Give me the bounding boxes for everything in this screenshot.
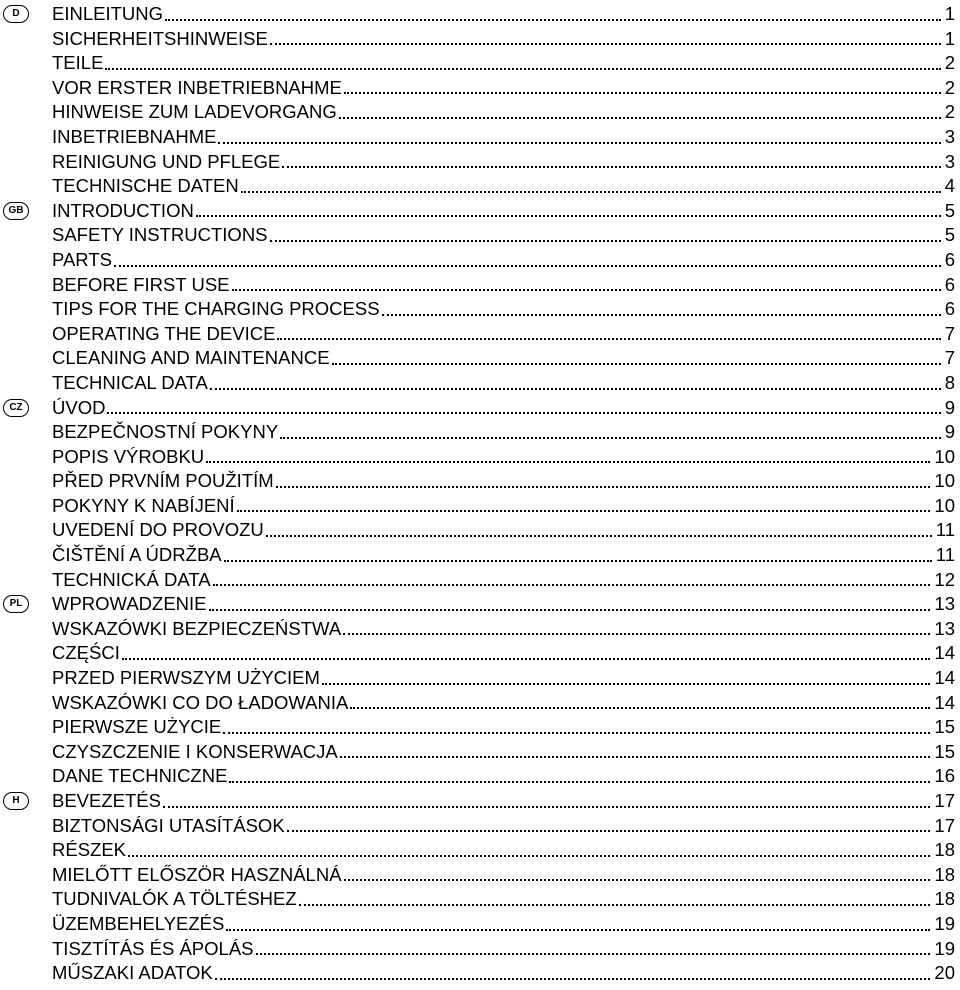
language-badge-icon: D <box>3 5 29 23</box>
toc-entry-page-number: 7 <box>944 322 955 344</box>
toc-entry-page-number: 13 <box>934 617 955 639</box>
toc-entry-page-number: 12 <box>934 568 955 590</box>
toc-entry-title: INBETRIEBNAHME <box>52 125 217 147</box>
toc-entry-title: BEZPEČNOSTNÍ POKYNY <box>52 421 279 443</box>
toc-entry-title: TISZTÍTÁS ÉS ÁPOLÁS <box>52 937 254 959</box>
toc-entry-title: TECHNICKÁ DATA <box>52 568 211 590</box>
toc-entry-page-number: 16 <box>934 765 955 787</box>
toc-section <box>0 789 960 986</box>
toc-entry[interactable] <box>52 223 955 248</box>
toc-entry-title: HINWEISE ZUM LADEVORGANG <box>52 101 337 123</box>
toc-entry[interactable] <box>52 912 955 937</box>
toc-entry-page-number: 18 <box>934 863 955 885</box>
toc-entry[interactable] <box>52 125 955 150</box>
toc-entry[interactable] <box>52 346 955 371</box>
toc-entry-title: INTRODUCTION <box>52 199 194 221</box>
toc-entry[interactable] <box>52 814 955 839</box>
toc-entry[interactable] <box>52 863 955 888</box>
toc-entry-title: WSKAZÓWKI CO DO ŁADOWANIA <box>52 691 349 713</box>
toc-entry[interactable] <box>52 248 955 273</box>
toc-entry-title: PŘED PRVNÍM POUŽITÍM <box>52 470 274 492</box>
toc-entry-title: SAFETY INSTRUCTIONS <box>52 224 268 246</box>
toc-entry-page-number: 6 <box>944 298 955 320</box>
toc-entry-page-number: 10 <box>934 445 955 467</box>
dot-leader <box>256 953 931 955</box>
toc-entry-page-number: 9 <box>944 421 955 443</box>
toc-entry-page-number: 14 <box>934 691 955 713</box>
toc-entry[interactable] <box>52 322 955 347</box>
toc-entry-title: VOR ERSTER INBETRIEBNAHME <box>52 76 342 98</box>
toc-entry-page-number: 5 <box>944 224 955 246</box>
toc-entry[interactable] <box>52 371 955 396</box>
dot-leader <box>241 191 941 193</box>
dot-leader <box>287 830 931 832</box>
dot-leader <box>344 92 941 94</box>
toc-entry[interactable] <box>52 469 955 494</box>
dot-leader <box>122 658 931 660</box>
toc-entry-page-number: 7 <box>944 347 955 369</box>
toc-entry-page-number: 13 <box>934 593 955 615</box>
dot-leader <box>229 781 930 783</box>
toc-entry[interactable] <box>52 494 955 519</box>
dot-leader <box>215 978 931 980</box>
toc-entry[interactable] <box>52 150 955 175</box>
toc-entry-page-number: 20 <box>934 962 955 984</box>
language-badge-icon: H <box>3 792 29 810</box>
toc-entry[interactable] <box>52 174 955 199</box>
toc-entry[interactable] <box>52 789 955 814</box>
toc-entry[interactable] <box>52 27 955 52</box>
toc-entry-title: CLEANING AND MAINTENANCE <box>52 347 330 369</box>
dot-leader <box>206 461 930 463</box>
dot-leader <box>322 683 930 685</box>
toc-entry[interactable] <box>52 937 955 962</box>
toc-entry-title: EINLEITUNG <box>52 3 164 24</box>
toc-entry[interactable] <box>52 273 955 298</box>
toc-entry[interactable] <box>52 617 955 642</box>
toc-entry-page-number: 19 <box>934 912 955 934</box>
toc-entry-title: PARTS <box>52 248 112 270</box>
toc-entry-page-number: 14 <box>934 667 955 689</box>
toc-entry[interactable] <box>52 838 955 863</box>
dot-leader <box>299 904 931 906</box>
toc-entry-title: CZYSZCZENIE I KONSERWACJA <box>52 740 338 762</box>
toc-entry-page-number: 10 <box>934 470 955 492</box>
toc-entry-title: CZĘŚCI <box>52 642 120 664</box>
toc-section <box>0 592 960 789</box>
toc-entry-page-number: 18 <box>934 888 955 910</box>
toc-entry-page-number: 2 <box>944 76 955 98</box>
toc-entry[interactable] <box>52 740 955 765</box>
toc-entry-page-number: 10 <box>934 494 955 516</box>
dot-leader <box>340 756 931 758</box>
toc-section <box>0 199 960 396</box>
toc-entry-title: TECHNISCHE DATEN <box>52 175 239 197</box>
toc-entry[interactable] <box>52 961 955 986</box>
dot-leader <box>266 535 932 537</box>
dot-leader <box>270 240 941 242</box>
toc-entry-page-number: 3 <box>944 125 955 147</box>
toc-entry-title: UVEDENÍ DO PROVOZU <box>52 519 264 541</box>
toc-entry-title: REINIGUNG UND PFLEGE <box>52 150 281 172</box>
toc-entry-page-number: 3 <box>944 150 955 172</box>
toc-entry-page-number: 5 <box>944 199 955 221</box>
toc-entry-page-number: 6 <box>944 248 955 270</box>
toc-entry[interactable] <box>52 420 955 445</box>
toc-entry-title: ÚVOD <box>52 396 106 418</box>
language-badge-icon: CZ <box>3 399 29 417</box>
toc-entry[interactable] <box>52 51 955 76</box>
toc-entry[interactable] <box>52 445 955 470</box>
toc-entry-title: POKYNY K NABÍJENÍ <box>52 494 235 516</box>
toc-entry[interactable] <box>52 666 955 691</box>
toc-entry-page-number: 17 <box>934 790 955 811</box>
toc-section <box>0 2 960 199</box>
toc-entry-page-number: 9 <box>944 396 955 418</box>
toc-entry[interactable] <box>52 543 955 568</box>
toc-entry-page-number: 11 <box>935 519 955 541</box>
toc-entry-title: BEFORE FIRST USE <box>52 273 230 295</box>
table-of-contents <box>0 2 960 986</box>
toc-entry[interactable] <box>52 764 955 789</box>
toc-entry-title: PIERWSZE UŻYCIE <box>52 716 222 738</box>
dot-leader <box>277 338 940 340</box>
dot-leader <box>332 363 941 365</box>
dot-leader <box>237 510 931 512</box>
toc-entry-title: BIZTONSÁGI UTASÍTÁSOK <box>52 814 285 836</box>
toc-entry-page-number: 19 <box>934 937 955 959</box>
toc-entry-page-number: 11 <box>935 544 955 566</box>
dot-leader <box>226 929 930 931</box>
toc-entry[interactable] <box>52 592 955 617</box>
toc-entry-title: WSKAZÓWKI BEZPIECZEŃSTWA <box>52 617 342 639</box>
toc-entry[interactable] <box>52 76 955 101</box>
dot-leader <box>210 388 941 390</box>
toc-entry-page-number: 1 <box>944 27 955 49</box>
toc-section <box>0 396 960 593</box>
toc-entry-page-number: 14 <box>934 642 955 664</box>
toc-entry-title: SICHERHEITSHINWEISE <box>52 27 268 49</box>
dot-leader <box>232 289 941 291</box>
dot-leader <box>270 43 941 45</box>
toc-entry-page-number: 2 <box>944 101 955 123</box>
dot-leader <box>165 19 941 21</box>
toc-entry-title: TIPS FOR THE CHARGING PROCESS <box>52 298 380 320</box>
toc-entry-title: POPIS VÝROBKU <box>52 445 205 467</box>
toc-entry-page-number: 4 <box>944 175 955 197</box>
toc-entry-title: WPROWADZENIE <box>52 593 207 615</box>
toc-entry-page-number: 17 <box>934 814 955 836</box>
dot-leader <box>213 584 931 586</box>
dot-leader <box>282 166 941 168</box>
toc-entry[interactable] <box>52 100 955 125</box>
toc-entry-title: ÜZEMBEHELYEZÉS <box>52 912 225 934</box>
toc-entry-title: TUDNIVALÓK A TÖLTÉSHEZ <box>52 888 297 910</box>
dot-leader <box>339 117 941 119</box>
dot-leader <box>209 609 931 611</box>
toc-entry-page-number: 15 <box>934 740 955 762</box>
dot-leader <box>218 142 940 144</box>
dot-leader <box>114 265 941 267</box>
dot-leader <box>196 215 941 217</box>
toc-entry-title: MIELŐTT ELŐSZÖR HASZNÁLNÁ <box>52 863 342 885</box>
dot-leader <box>223 732 930 734</box>
dot-leader <box>344 879 931 881</box>
toc-entry[interactable] <box>52 199 955 224</box>
language-badge-icon: PL <box>3 595 29 613</box>
language-badge-icon: GB <box>3 202 29 220</box>
dot-leader <box>128 855 930 857</box>
dot-leader <box>105 68 940 70</box>
toc-entry-title: ČIŠTĚNÍ A ÚDRŽBA <box>52 544 222 566</box>
toc-entry-title: DANE TECHNICZNE <box>52 765 228 787</box>
toc-entry[interactable] <box>52 715 955 740</box>
toc-entry-page-number: 1 <box>944 3 955 24</box>
toc-entry[interactable] <box>52 568 955 593</box>
toc-entry-page-number: 18 <box>934 839 955 861</box>
dot-leader <box>343 633 930 635</box>
dot-leader <box>280 437 941 439</box>
toc-entry-title: TEILE <box>52 52 104 74</box>
toc-entry-title: OPERATING THE DEVICE <box>52 322 276 344</box>
toc-entry-page-number: 15 <box>934 716 955 738</box>
dot-leader <box>224 560 932 562</box>
toc-entry[interactable] <box>52 518 955 543</box>
toc-entry[interactable] <box>52 641 955 666</box>
toc-entry[interactable] <box>52 297 955 322</box>
toc-entry[interactable] <box>52 887 955 912</box>
dot-leader <box>350 707 930 709</box>
toc-entry[interactable] <box>52 396 955 421</box>
toc-entry-page-number: 8 <box>944 371 955 393</box>
toc-entry-title: MŰSZAKI ADATOK <box>52 962 213 984</box>
dot-leader <box>276 486 931 488</box>
toc-entry-title: BEVEZETÉS <box>52 790 161 811</box>
dot-leader <box>107 412 940 414</box>
toc-entry-title: PRZED PIERWSZYM UŻYCIEM <box>52 667 320 689</box>
toc-entry[interactable] <box>52 691 955 716</box>
dot-leader <box>382 314 941 316</box>
toc-entry-page-number: 2 <box>944 52 955 74</box>
dot-leader <box>163 806 930 808</box>
toc-entry-title: TECHNICAL DATA <box>52 371 208 393</box>
toc-entry-title: RÉSZEK <box>52 839 127 861</box>
toc-entry[interactable] <box>52 2 955 27</box>
toc-entry-page-number: 6 <box>944 273 955 295</box>
